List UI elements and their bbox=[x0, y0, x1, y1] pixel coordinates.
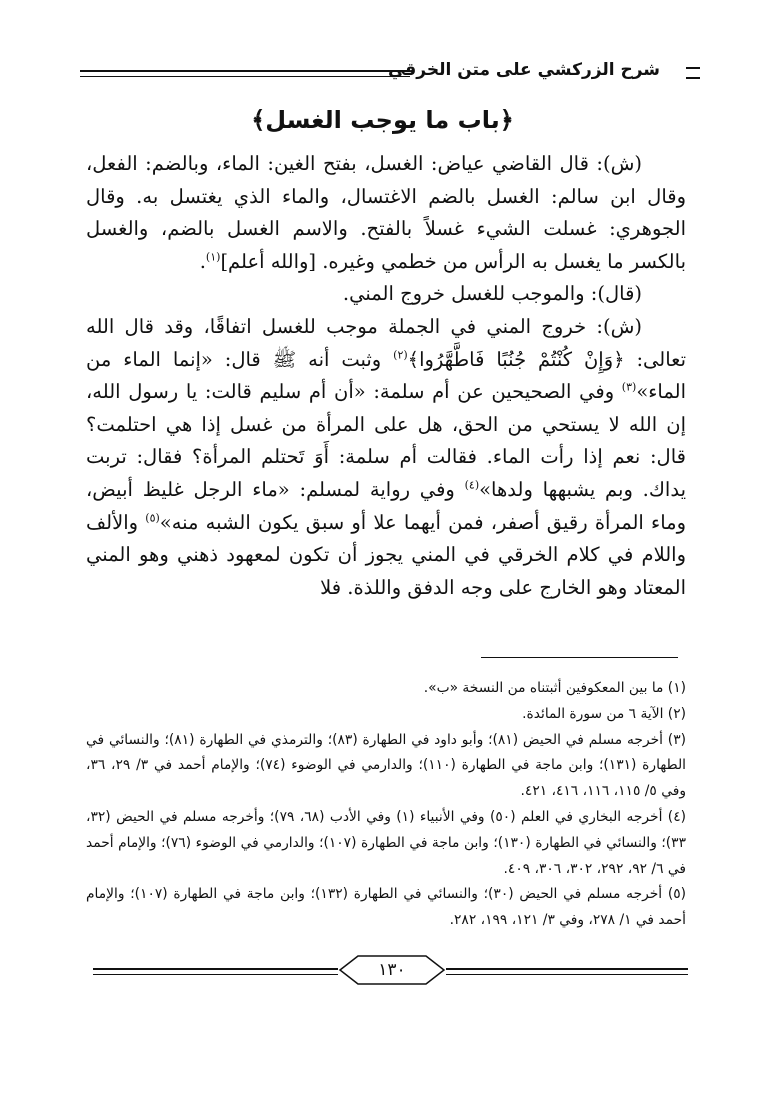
footnote-ref-1: (١) bbox=[205, 250, 221, 264]
page-number-frame bbox=[338, 954, 446, 986]
footnotes bbox=[86, 676, 686, 934]
footnote-2: (٢) الآية ٦ من سورة المائدة. bbox=[522, 705, 686, 722]
footnote-4: (٤) أخرجه البخاري في العلم (٥٠) وفي الأنبياء (١) وفي الأدب (٦٨، ٧٩)؛ وأخرجه مسلم في الحيض (٣٢، ٣٣)؛ والنسائي في الطهارة (١٣٠)؛ وابن ماجة في الطهارة (١٠٧)؛ والدارمي في الوضوء (٧٦)؛ والإمام أحمد في ٦/ ٩٢، ٢٩٢، ٣٠٢، ٣٠٦، ٤٠٩. bbox=[86, 808, 687, 877]
header-title: شرح الزركشي على متن الخرقي bbox=[387, 60, 660, 80]
paragraph-3-text-c: وفي الصحيحين عن أم سلمة: «أن أم سليم قالت: يا رسول الله، إن الله لا يستحي من الحق، هل على المرأة من غسل إذا هي احتلمت؟ قال: نعم إذا رأت الماء. فقالت أم سلمة: أَوَ تَحتلم المرأة؟ فقال: تربت يداك. وبم يشبهها ولدها» bbox=[86, 380, 686, 501]
footnote-ref-5: (٥) bbox=[145, 511, 160, 525]
main-text bbox=[86, 148, 686, 604]
page-number: ١٣٠ bbox=[378, 960, 406, 980]
header-rule bbox=[80, 70, 410, 77]
header-ornament-mark bbox=[686, 67, 700, 79]
footnote-ref-2: (٢) bbox=[393, 348, 408, 362]
footnote-ref-4: (٤) bbox=[464, 478, 480, 492]
paragraph-1: (ش): قال القاضي عياض: الغسل، بفتح الغين: الماء، وبالضم: الفعل، وقال ابن سالم: الغسل بالضم الاغتسال، والماء الذي يغتسل به. وقال الجوهري: غسلت الشيء غسلاً بالفتح. والاسم الغسل بالضم، والغسل بالكسر ما يغسل به الرأس من خطمي وغيره. [والله أعلم]$^{(١)}$. bbox=[86, 152, 686, 273]
running-header bbox=[80, 60, 700, 84]
paragraph-3 bbox=[86, 311, 686, 604]
paragraph-3-text-d: وفي رواية لمسلم: «ماء الرجل غليظ أبيض، وماء المرأة رقيق أصفر، فمن أيهما علا أو سبق يكون الشبه منه» bbox=[86, 477, 687, 534]
paragraph-3-text-b: وثبت أنه ﷺ قال: «إنما الماء من الماء» bbox=[86, 347, 686, 404]
paragraph-2: (قال): والموجب للغسل خروج المني. bbox=[342, 282, 642, 306]
paragraph-1-text: (ش): قال القاضي عياض: الغسل، بفتح الغين: الماء، وبالضم: الفعل، وقال ابن سالم: الغسل بالضم الاغتسال، والماء الذي يغتسل به. وقال الجوهري: غسلت الشيء غسلاً بالفتح. والاسم الغسل بالضم، والغسل بالكسر ما يغسل به الرأس من خطمي وغيره. [والله أعلم] bbox=[86, 152, 686, 273]
paragraph-3-text-a: (ش): خروج المني في الجملة موجب للغسل اتفاقًا، وقد قال الله تعالى: ﴿وَإِنْ كُنْتُمْ جُنُبًا فَاطَّهَّرُوا﴾ bbox=[86, 314, 687, 371]
bottom-rule-left bbox=[93, 968, 338, 975]
footnote-separator bbox=[481, 657, 678, 658]
bottom-rule-right bbox=[446, 968, 688, 975]
footnote-ref-3: (٣) bbox=[621, 380, 637, 394]
footnote-5: (٥) أخرجه مسلم في الحيض (٣٠)؛ والنسائي في الطهارة (١٣٢)؛ وابن ماجة في الطهارة (١٠٧)؛ والإمام أحمد في ١/ ٢٧٨، وفي ٣/ ١٢١، ١٩٩، ٢٨٢. bbox=[86, 886, 687, 929]
footnote-3: (٣) أخرجه مسلم في الحيض (٨١)؛ وأبو داود في الطهارة (٨٣)؛ والترمذي في الطهارة (٨١)؛ والنسائي في الطهارة (١٣١)؛ وابن ماجة في الطهارة (١١٠)؛ والدارمي في الوضوء (٧٤)؛ والإمام أحمد في ٣/ ٢٩، ٣٦، وفي ٥/ ١١٥، ١١٦، ٤١٦، ٤٢١. bbox=[86, 731, 686, 800]
footnote-1: (١) ما بين المعكوفين أثبتناه من النسخة «ب». bbox=[423, 680, 686, 696]
paragraph-3-text-e: والألف واللام في كلام الخرقي في المني يجوز أن تكون لمعهود ذهني وهو المني المعتاد وهو الخارج على وجه الدفق واللذة. فلا bbox=[86, 510, 686, 599]
chapter-title: ﴿باب ما يوجب الغسل﴾ bbox=[251, 106, 514, 134]
